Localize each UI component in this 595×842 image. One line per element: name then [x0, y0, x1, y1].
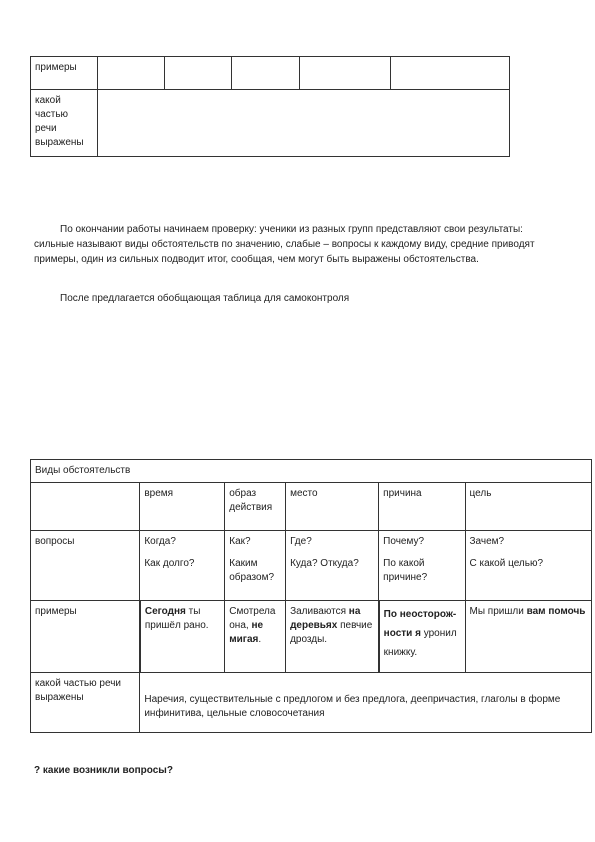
- ex-place: Заливаются на деревьях певчие дрозды.: [286, 601, 379, 673]
- header-goal: цель: [465, 483, 591, 531]
- expressed-text: Наречия, существительные с предлогом и без предлога, деепричастия, глаголы в форме инфинитива, цельные словосочетания: [140, 673, 592, 733]
- paragraph-2: После предлагается обобщающая таблица для самоконтроля: [60, 293, 350, 304]
- worksheet-table: [30, 56, 510, 157]
- q-time: Когда? Как долго?: [140, 531, 225, 601]
- empty-cell: [97, 90, 509, 157]
- empty-cell: [31, 483, 140, 531]
- row-label-questions: вопросы: [31, 531, 140, 601]
- header-time: время: [140, 483, 225, 531]
- q-manner: Как? Каким образом?: [225, 531, 286, 601]
- header-cause: причина: [379, 483, 465, 531]
- row-label-examples: примеры: [31, 57, 98, 90]
- table-title: Виды обстоятельств: [31, 460, 592, 483]
- empty-cell: [391, 57, 510, 90]
- question-line: ? какие возникли вопросы?: [34, 765, 173, 776]
- empty-cell: [97, 57, 164, 90]
- empty-cell: [300, 57, 391, 90]
- ex-time: Сегодня ты пришёл рано.: [140, 601, 225, 673]
- q-cause: Почему? По какой причине?: [379, 531, 465, 601]
- header-manner: образ действия: [225, 483, 286, 531]
- ex-goal: Мы пришли вам помочь: [465, 601, 591, 673]
- ex-manner: Смотрела она, не мигая.: [225, 601, 286, 673]
- summary-table: [30, 459, 592, 733]
- empty-cell: [164, 57, 231, 90]
- q-goal: Зачем? С какой целью?: [465, 531, 591, 601]
- q-place: Где? Куда? Откуда?: [286, 531, 379, 601]
- header-place: место: [286, 483, 379, 531]
- row-label-part-of-speech: какой частью речи выражены: [31, 90, 98, 157]
- empty-cell: [231, 57, 300, 90]
- row-label-part-of-speech: какой частью речи выражены: [31, 673, 140, 733]
- ex-cause: По неосторож-ности я уронил книжку.: [379, 601, 465, 673]
- paragraph-1: По окончании работы начинаем проверку: ученики из разных групп представляют свои результаты: сильные называют виды обстоятельств по значению, слабые – вопросы к каждому виду, средние приводят примеры, один из сильных подводит итог, сообщая, чем могут быть выражены обстоятельства.: [34, 224, 535, 265]
- row-label-examples: примеры: [31, 601, 140, 673]
